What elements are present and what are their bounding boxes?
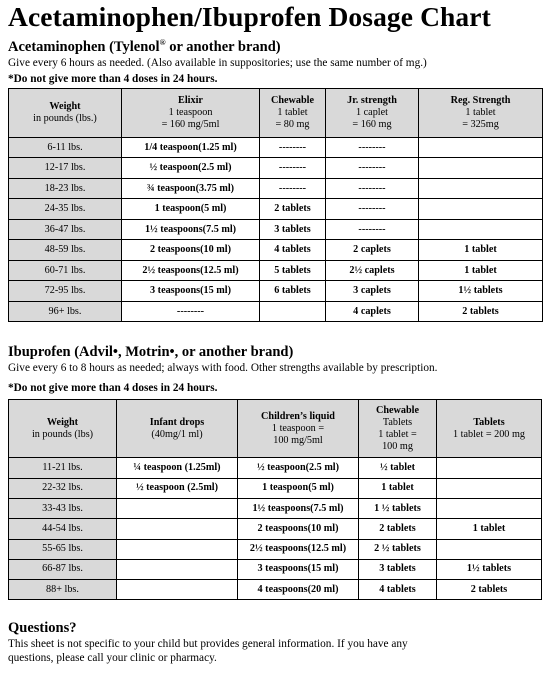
acetaminophen-row [9,301,543,322]
ibuprofen-dose-cell [117,559,238,579]
questions-text-line-2: questions, please call your clinic or pharmacy. [8,652,217,665]
ibuprofen-dose-cell [117,539,238,559]
acetaminophen-dose-cell: ¾ teaspoon(3.75 ml) [122,178,260,199]
acetaminophen-dose-cell [419,158,543,179]
acetaminophen-weight-cell: 36-47 lbs. [9,219,122,240]
acetaminophen-header-1 [122,88,260,137]
acetaminophen-dose-cell: 3 tablets [260,219,326,240]
ibuprofen-row [9,580,542,600]
acetaminophen-row [9,199,543,220]
questions-heading: Questions? [8,620,77,637]
ibuprofen-dose-cell: 1½ tablets [437,559,542,579]
acetaminophen-header-subtext: in pounds (lbs.) [33,112,97,124]
ibuprofen-dose-cell: 2½ teaspoons(12.5 ml) [238,539,359,559]
ibuprofen-dose-cell: 3 tablets [359,559,437,579]
ibuprofen-dose-cell: ½ teaspoon(2.5 ml) [238,458,359,478]
ibuprofen-header-title: Children’s liquid [261,410,335,422]
ibuprofen-header-2 [238,400,359,458]
ibuprofen-header-title: Infant drops [149,416,205,428]
ibuprofen-dose-cell [117,580,238,600]
ibuprofen-dose-cell: 1 teaspoon(5 ml) [238,478,359,498]
ibuprofen-dose-cell [437,458,542,478]
acetaminophen-weight-cell: 96+ lbs. [9,301,122,322]
acetaminophen-heading-brand: or another brand) [165,38,281,55]
acetaminophen-header-subtext: 1 teaspoon [168,106,213,118]
acetaminophen-dose-cell: 3 teaspoons(15 ml) [122,281,260,302]
ibuprofen-row [9,539,542,559]
acetaminophen-warning: *Do not give more than 4 doses in 24 hours. [8,72,218,85]
acetaminophen-dose-cell: 2½ teaspoons(12.5 ml) [122,260,260,281]
ibuprofen-dose-cell: 4 tablets [359,580,437,600]
acetaminophen-row [9,260,543,281]
acetaminophen-heading [8,34,548,56]
ibuprofen-header-title: Weight [46,416,79,428]
acetaminophen-dose-cell: 6 tablets [260,281,326,302]
acetaminophen-dose-cell: -------- [326,219,419,240]
acetaminophen-dose-cell: 1/4 teaspoon(1.25 ml) [122,137,260,158]
ibuprofen-dose-cell: 1 tablet [359,478,437,498]
acetaminophen-header-title: Elixir [178,94,203,106]
acetaminophen-dose-cell: -------- [326,158,419,179]
ibuprofen-header-subtext: Tablets [382,416,413,428]
acetaminophen-row [9,158,543,179]
ibuprofen-row [9,478,542,498]
acetaminophen-header-subtext: 1 tablet [277,106,308,118]
ibuprofen-row [9,458,542,478]
acetaminophen-row [9,178,543,199]
ibuprofen-dose-cell: 1 tablet [437,519,542,539]
ibuprofen-weight-cell: 22-32 lbs. [9,478,117,498]
ibuprofen-header-subtext: 1 tablet = 200 mg [453,428,525,440]
acetaminophen-dose-cell: -------- [326,137,419,158]
ibuprofen-dose-cell: 2 ½ tablets [359,539,437,559]
registered-mark: ® [159,38,166,47]
acetaminophen-dose-cell [419,219,543,240]
ibuprofen-weight-cell: 55-65 lbs. [9,539,117,559]
acetaminophen-dose-cell [419,199,543,220]
ibuprofen-dose-cell [437,478,542,498]
ibuprofen-header-subtext: 1 tablet = [378,428,417,440]
ibuprofen-weight-cell: 11-21 lbs. [9,458,117,478]
acetaminophen-weight-cell: 24-35 lbs. [9,199,122,220]
acetaminophen-dose-cell: ½ teaspoon(2.5 ml) [122,158,260,179]
acetaminophen-header-0 [9,88,122,137]
acetaminophen-dose-cell: -------- [326,178,419,199]
acetaminophen-dose-cell: 2½ caplets [326,260,419,281]
acetaminophen-header-title: Jr. strength [347,94,397,106]
ibuprofen-header-subtext: 1 teaspoon = [271,422,325,434]
acetaminophen-dose-cell: 3 caplets [326,281,419,302]
acetaminophen-dose-cell: -------- [260,137,326,158]
acetaminophen-header-title: Chewable [270,94,314,106]
acetaminophen-row [9,281,543,302]
ibuprofen-dose-cell: 1 ½ tablets [359,498,437,518]
ibuprofen-table [8,399,542,600]
acetaminophen-dose-cell: -------- [326,199,419,220]
ibuprofen-header-4 [437,400,542,458]
ibuprofen-dose-cell: 1½ teaspoons(7.5 ml) [238,498,359,518]
acetaminophen-header-2 [260,88,326,137]
acetaminophen-dose-cell [419,137,543,158]
acetaminophen-dose-cell: 2 tablets [419,301,543,322]
ibuprofen-header-title: Tablets [473,416,505,428]
acetaminophen-header-subtext: = 160 mg [352,118,392,130]
ibuprofen-dose-cell: 2 tablets [437,580,542,600]
ibuprofen-weight-cell: 66-87 lbs. [9,559,117,579]
ibuprofen-dose-cell [437,498,542,518]
acetaminophen-header-title: Weight [49,100,81,112]
ibuprofen-dose-cell: ¼ teaspoon (1.25ml) [117,458,238,478]
acetaminophen-dose-cell: 1 tablet [419,260,543,281]
ibuprofen-dose-cell: 4 teaspoons(20 ml) [238,580,359,600]
acetaminophen-header-subtext: = 80 mg [275,118,310,130]
ibuprofen-warning: *Do not give more than 4 doses in 24 hours. [8,382,218,395]
acetaminophen-heading-text: Acetaminophen (Tylenol [8,38,160,55]
ibuprofen-dose-cell: 2 teaspoons(10 ml) [238,519,359,539]
acetaminophen-dose-cell: 2 tablets [260,199,326,220]
ibuprofen-header-1 [117,400,238,458]
acetaminophen-dose-cell [260,301,326,322]
ibuprofen-dose-cell [437,539,542,559]
acetaminophen-weight-cell: 48-59 lbs. [9,240,122,261]
acetaminophen-weight-cell: 60-71 lbs. [9,260,122,281]
ibuprofen-header-title: Chewable [375,404,419,416]
acetaminophen-weight-cell: 6-11 lbs. [9,137,122,158]
acetaminophen-header-subtext: = 325mg [462,118,499,130]
acetaminophen-dose-cell: 2 caplets [326,240,419,261]
acetaminophen-header-4 [419,88,543,137]
ibuprofen-weight-cell: 44-54 lbs. [9,519,117,539]
acetaminophen-header-title: Reg. Strength [450,94,511,106]
acetaminophen-dose-cell: 5 tablets [260,260,326,281]
acetaminophen-dose-cell: -------- [122,301,260,322]
acetaminophen-dose-cell: 2 teaspoons(10 ml) [122,240,260,261]
acetaminophen-row [9,240,543,261]
acetaminophen-dose-cell: -------- [260,158,326,179]
acetaminophen-weight-cell: 12-17 lbs. [9,158,122,179]
acetaminophen-row [9,137,543,158]
acetaminophen-weight-cell: 72-95 lbs. [9,281,122,302]
acetaminophen-dose-cell [419,178,543,199]
acetaminophen-header-subtext: 1 caplet [356,106,388,118]
ibuprofen-weight-cell: 88+ lbs. [9,580,117,600]
questions-text-line-1: This sheet is not specific to your child but provides general information. If you have any [8,638,408,651]
ibuprofen-dose-cell: ½ tablet [359,458,437,478]
acetaminophen-header-3 [326,88,419,137]
acetaminophen-dose-cell: 4 caplets [326,301,419,322]
acetaminophen-dose-cell: 1 tablet [419,240,543,261]
acetaminophen-table [8,88,543,323]
ibuprofen-dose-cell [117,498,238,518]
ibuprofen-row [9,519,542,539]
acetaminophen-dose-cell: 1½ tablets [419,281,543,302]
acetaminophen-header-subtext: = 160 mg/5ml [161,118,220,130]
ibuprofen-dose-cell [117,519,238,539]
ibuprofen-header-subtext: in pounds (lbs) [31,428,94,440]
ibuprofen-heading: Ibuprofen (Advil•, Motrin•, or another brand) [8,344,294,361]
ibuprofen-instructions: Give every 6 to 8 hours as needed; always with food. Other strengths available by prescription. [8,362,438,375]
acetaminophen-weight-cell: 18-23 lbs. [9,178,122,199]
ibuprofen-row [9,498,542,518]
acetaminophen-header-subtext: 1 tablet [465,106,496,118]
ibuprofen-weight-cell: 33-43 lbs. [9,498,117,518]
ibuprofen-header-subtext: 100 mg [382,440,413,452]
page-title: Acetaminophen/Ibuprofen Dosage Chart [8,1,491,32]
acetaminophen-dose-cell: 4 tablets [260,240,326,261]
acetaminophen-instructions: Give every 6 hours as needed. (Also available in suppositories; use the same number of mg.) [8,56,427,69]
ibuprofen-dose-cell: 3 teaspoons(15 ml) [238,559,359,579]
ibuprofen-header-3 [359,400,437,458]
ibuprofen-header-subtext: 100 mg/5ml [273,434,323,446]
acetaminophen-dose-cell: 1 teaspoon(5 ml) [122,199,260,220]
ibuprofen-dose-cell: 2 tablets [359,519,437,539]
ibuprofen-row [9,559,542,579]
acetaminophen-dose-cell: -------- [260,178,326,199]
ibuprofen-header-0 [9,400,117,458]
ibuprofen-header-subtext: (40mg/1 ml) [151,428,203,440]
ibuprofen-dose-cell: ½ teaspoon (2.5ml) [117,478,238,498]
acetaminophen-dose-cell: 1½ teaspoons(7.5 ml) [122,219,260,240]
acetaminophen-row [9,219,543,240]
